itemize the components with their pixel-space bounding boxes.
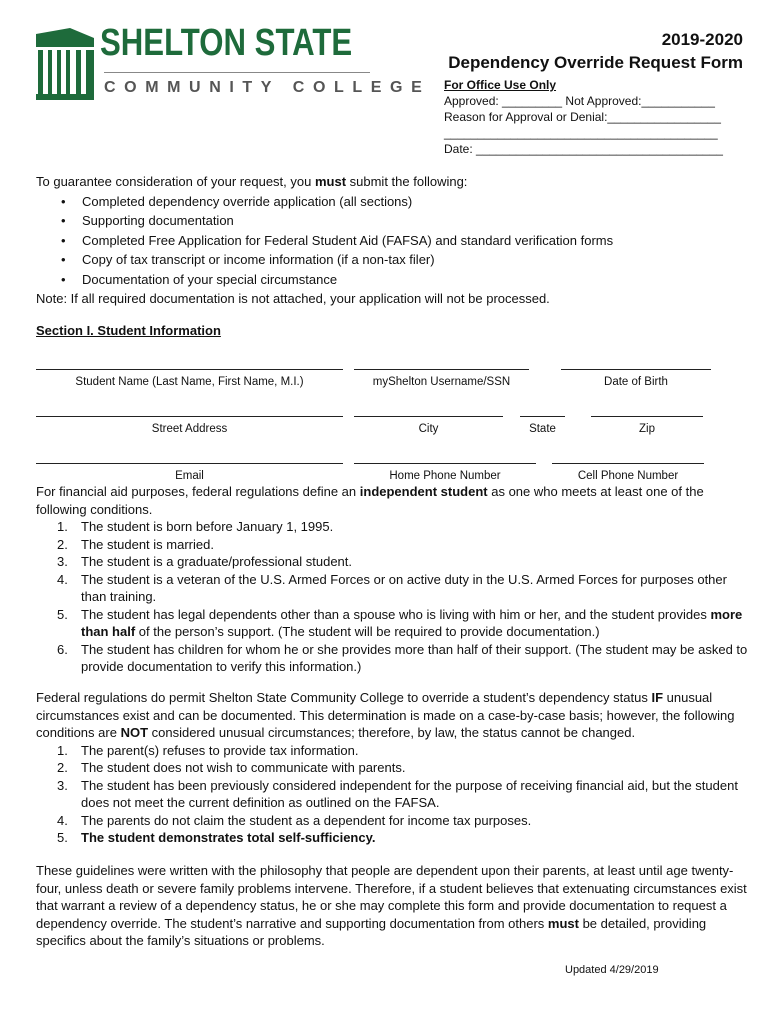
list-item: • Supporting documentation — [82, 211, 746, 231]
college-building-icon — [36, 28, 96, 100]
username-field[interactable] — [354, 369, 529, 397]
field-label: Email — [175, 470, 204, 482]
requirements-section — [36, 172, 746, 309]
list-item: 5. The student demonstrates total self-sufficiency. — [57, 830, 376, 845]
office-use-heading: For Office Use Only — [444, 78, 557, 92]
requirements-lead: To guarantee consideration of your request, you must submit the following: — [36, 174, 468, 189]
requirements-note: Note: If all required documentation is not attached, your application will not be processed. — [36, 291, 550, 306]
office-date-line: Date: _____________________________________ — [444, 142, 723, 156]
approved-line: Approved: _________ Not Approved:___________ — [444, 94, 715, 108]
field-label: Student Name (Last Name, First Name, M.I.) — [75, 376, 304, 388]
list-item: • Copy of tax transcript or income information (if a non-tax filer) — [82, 250, 746, 270]
field-label: myShelton Username/SSN — [372, 376, 511, 388]
independent-intro: For financial aid purposes, federal regulations define an independent student as one who meets at least one of the following conditions. — [36, 484, 704, 517]
logo-divider — [104, 72, 370, 73]
list-item: 3. The student is a graduate/professional student. — [57, 554, 353, 569]
field-label: Cell Phone Number — [577, 470, 679, 482]
field-label: City — [418, 423, 439, 435]
college-name: SHELTON STATE — [100, 22, 353, 64]
street-field[interactable] — [36, 416, 343, 444]
list-item: 2. The student does not wish to communicate with parents. — [57, 760, 406, 775]
list-item: 1. The parent(s) refuses to provide tax information. — [57, 742, 359, 758]
section-title: Section I. Student Information — [36, 323, 221, 338]
list-item: • Completed Free Application for Federal Student Aid (FAFSA) and standard verification forms — [82, 231, 746, 251]
updated-date: Updated 4/29/2019 — [565, 964, 659, 976]
list-item: 4. The student is a veteran of the U.S. Armed Forces or on active duty in the U.S. Armed Forces for purposes other than training. — [57, 571, 727, 604]
field-label: Street Address — [151, 423, 228, 435]
override-list — [36, 742, 748, 847]
guidelines-paragraph: These guidelines were written with the philosophy that people are dependent upon their parents, at least until age twenty-four, unless death or severe family problems intervene. Therefore, if a student believes that extenuating circumstances exist that warrant a review of a dependency status, he or she may complete this form and provide documentation to request a dependency override. The student’s narrative and supporting documentation from others must be detailed, providing specifics about the family’s situations or problems. — [36, 863, 747, 948]
form-year: 2019-2020 — [661, 30, 743, 49]
independent-list — [36, 518, 748, 676]
override-intro: Federal regulations do permit Shelton State Community College to override a student’s dependency status IF unusual circumstances exist and can be documented. This determination is made on a case-by-case basis; however, the following conditions are NOT considered unusual circumstances; therefore, by law, the status cannot be changed. — [36, 690, 735, 740]
college-logo — [36, 22, 431, 103]
reason-line: Reason for Approval or Denial:_________________ — [444, 110, 721, 124]
list-item: 4. The parents do not claim the student as a dependent for income tax purposes. — [57, 812, 532, 828]
field-label: Zip — [639, 423, 655, 435]
form-title: Dependency Override Request Form — [448, 53, 743, 72]
independent-section — [36, 483, 748, 676]
office-use-box — [444, 77, 744, 157]
list-item: 2. The student is married. — [57, 536, 214, 552]
list-item: 5. The student has legal dependents other than a spouse who is living with him or her, and the student provides more than half of the person’s support. (The student will be required to provide documentation.) — [57, 606, 743, 639]
override-section — [36, 689, 748, 847]
field-label: Home Phone Number — [389, 470, 501, 482]
field-label: State — [529, 423, 556, 435]
field-label: Date of Birth — [604, 376, 668, 388]
dob-field[interactable] — [561, 369, 711, 397]
list-item: 1. The student is born before January 1, 1995. — [57, 519, 334, 534]
city-field[interactable] — [354, 416, 503, 444]
zip-field[interactable] — [591, 416, 703, 444]
list-item: 6. The student has children for whom he or she provides more than half of their support. (The student may be asked to provide documentation to verify this information.) — [57, 641, 748, 674]
list-item: • Completed dependency override application (all sections) — [82, 192, 746, 212]
student-name-field[interactable] — [36, 369, 343, 397]
office-blank-line: _________________________________________ — [444, 126, 718, 140]
state-field[interactable] — [520, 416, 565, 444]
college-subtitle: COMMUNITY COLLEGE — [104, 79, 431, 96]
requirements-list — [36, 192, 746, 290]
list-item: • Documentation of your special circumstance — [82, 270, 746, 290]
list-item: 3. The student has been previously considered independent for the purpose of receiving financial aid, but the student does not meet the current definition as outlined on the FAFSA. — [57, 777, 738, 810]
